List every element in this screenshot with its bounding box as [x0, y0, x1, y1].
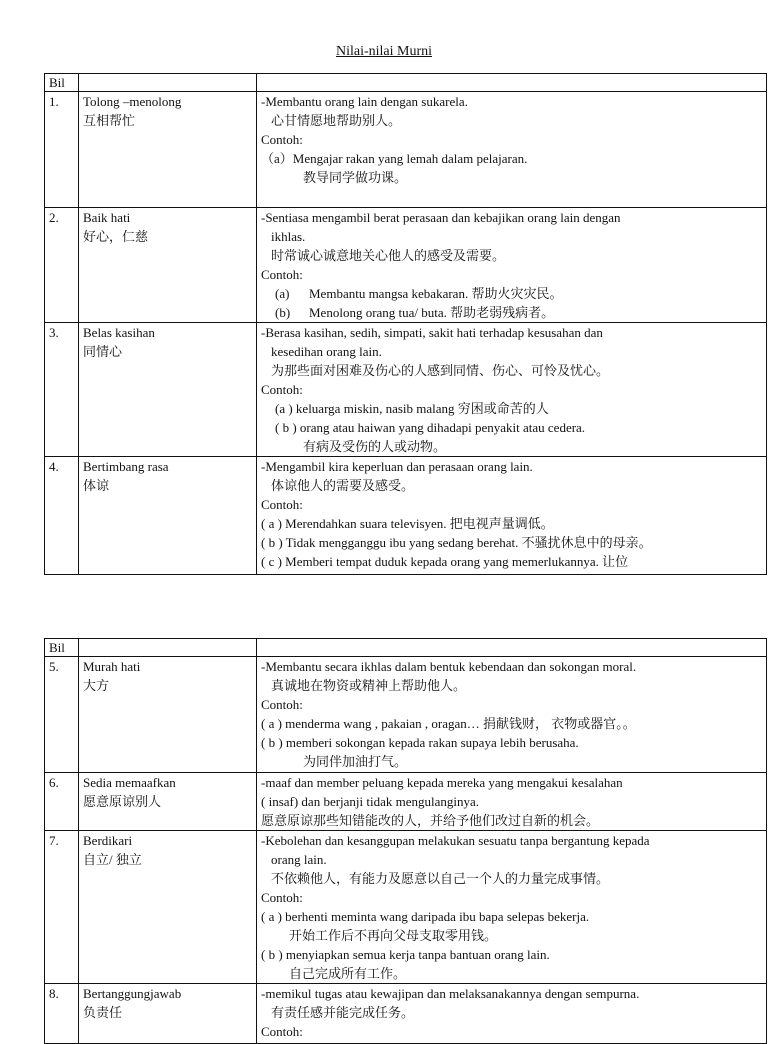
- description-line: -maaf dan member peluang kepada mereka yang mengakui kesalahan: [261, 775, 623, 790]
- description-line: kesedihan orang lain.: [271, 344, 382, 359]
- example-line: 自己完成所有工作。: [289, 966, 407, 981]
- example-label: (a): [275, 286, 290, 301]
- row-number: 6.: [45, 773, 79, 831]
- table-header-row: [45, 639, 767, 657]
- value-name-cell: [79, 323, 257, 457]
- values-table-2: [44, 638, 767, 1044]
- table-row: [45, 984, 767, 1044]
- description-line: Contoh:: [261, 497, 303, 512]
- description-line: ikhlas.: [271, 229, 306, 244]
- row-number: 1.: [45, 92, 79, 208]
- table-row: [45, 92, 767, 208]
- description-line: -memikul tugas atau kewajipan dan melaksanakannya dengan sempurna.: [261, 986, 640, 1001]
- header-description: [257, 74, 767, 92]
- example-line: ( c ) Memberi tempat duduk kepada orang yang memerlukannya. 让位: [261, 554, 629, 569]
- value-name-chinese: 自立/ 独立: [83, 852, 142, 867]
- value-name-chinese: 互相帮忙: [83, 113, 136, 128]
- value-name-cell: [79, 208, 257, 323]
- table-row: [45, 208, 767, 323]
- table-header-row: [45, 74, 767, 92]
- description-line: Contoh:: [261, 382, 303, 397]
- description-cell: [257, 831, 767, 984]
- document-title: Nilai-nilai Murni: [335, 44, 433, 59]
- row-number: 2.: [45, 208, 79, 323]
- description-line: Contoh:: [261, 132, 303, 147]
- example-line: [261, 284, 762, 303]
- example-line: 教导同学做功课。: [303, 170, 408, 185]
- example-line: ( a ) menderma wang , pakaian , oragan… 捐献钱财， 衣物或器官。。: [261, 716, 636, 731]
- description-line: 真诚地在物资或精神上帮助他人。: [271, 678, 467, 693]
- description-cell: [257, 657, 767, 773]
- example-line: ( a ) berhenti meminta wang daripada ibu bapa selepas bekerja.: [261, 909, 590, 924]
- row-number: 8.: [45, 984, 79, 1044]
- table-row: [45, 457, 767, 575]
- value-name-malay: Berdikari: [83, 833, 133, 848]
- value-name-chinese: 好心，仁慈: [83, 229, 149, 244]
- example-line: (a ) keluarga miskin, nasib malang 穷困或命苦的人: [275, 401, 549, 416]
- value-name-cell: [79, 984, 257, 1044]
- description-line: 为那些面对困难及伤心的人感到同情、伤心、可怜及忧心。: [271, 363, 610, 378]
- table-row: [45, 323, 767, 457]
- example-label: (b): [275, 305, 291, 320]
- example-line: ( b ) memberi sokongan kepada rakan supaya lebih berusaha.: [261, 735, 579, 750]
- description-cell: [257, 773, 767, 831]
- description-cell: [257, 984, 767, 1044]
- table-row: [45, 773, 767, 831]
- value-name-malay: Baik hati: [83, 210, 131, 225]
- description-cell: [257, 323, 767, 457]
- description-line: 愿意原谅那些知错能改的人，并给予他们改过自新的机会。: [261, 813, 600, 828]
- header-bil: Bil: [45, 74, 79, 92]
- description-line: orang lain.: [271, 852, 327, 867]
- value-name-malay: Belas kasihan: [83, 325, 155, 340]
- example-line: Contoh:: [261, 1024, 303, 1039]
- example-line: （a）Mengajar rakan yang lemah dalam pelajaran.: [261, 151, 528, 166]
- value-name-cell: [79, 773, 257, 831]
- example-line: ( b ) menyiapkan semua kerja tanpa bantuan orang lain.: [261, 947, 550, 962]
- value-name-cell: [79, 831, 257, 984]
- description-line: 有责任感并能完成任务。: [271, 1005, 415, 1020]
- header-value: [79, 639, 257, 657]
- header-value: [79, 74, 257, 92]
- example-line: 开始工作后不再向父母支取零用钱。: [289, 928, 498, 943]
- value-name-malay: Bertanggungjawab: [83, 986, 182, 1001]
- value-name-malay: Murah hati: [83, 659, 141, 674]
- description-line: ( insaf) dan berjanji tidak mengulanginya.: [261, 794, 480, 809]
- description-line: -Membantu orang lain dengan sukarela.: [261, 94, 468, 109]
- description-line: 心甘情愿地帮助别人。: [271, 113, 402, 128]
- table-row: [45, 831, 767, 984]
- value-name-malay: Bertimbang rasa: [83, 459, 169, 474]
- example-line: 有病及受伤的人或动物。: [303, 439, 447, 454]
- description-line: -Sentiasa mengambil berat perasaan dan kebajikan orang lain dengan: [261, 210, 621, 225]
- description-cell: [257, 208, 767, 323]
- table-row: [45, 657, 767, 773]
- description-line: -Berasa kasihan, sedih, simpati, sakit hati terhadap kesusahan dan: [261, 325, 603, 340]
- row-number: 5.: [45, 657, 79, 773]
- value-name-chinese: 同情心: [83, 344, 123, 359]
- description-line: -Membantu secara ikhlas dalam bentuk kebendaan dan sokongan moral.: [261, 659, 637, 674]
- value-name-malay: Tolong –menolong: [83, 94, 182, 109]
- description-cell: [257, 92, 767, 208]
- row-number: 4.: [45, 457, 79, 575]
- value-name-chinese: 愿意原谅别人: [83, 794, 162, 809]
- example-line: ( b ) Tidak mengganggu ibu yang sedang berehat. 不骚扰休息中的母亲。: [261, 535, 652, 550]
- description-line: -Mengambil kira keperluan dan perasaan orang lain.: [261, 459, 533, 474]
- description-line: 不依赖他人，有能力及愿意以自己一个人的力量完成事情。: [271, 871, 610, 886]
- description-line: 体谅他人的需要及感受。: [271, 478, 415, 493]
- description-line: 时常诚心诚意地关心他人的感受及需要。: [271, 248, 506, 263]
- description-cell: [257, 457, 767, 575]
- values-table-1: [44, 73, 767, 575]
- example-text: Membantu mangsa kebakaran. 帮助火灾灾民。: [309, 286, 563, 301]
- value-name-chinese: 负责任: [83, 1005, 123, 1020]
- example-line: 为同伴加油打气。: [303, 754, 408, 769]
- description-line: Contoh:: [261, 697, 303, 712]
- value-name-chinese: 体谅: [83, 478, 110, 493]
- description-line: Contoh:: [261, 267, 303, 282]
- row-number: 3.: [45, 323, 79, 457]
- row-number: 7.: [45, 831, 79, 984]
- value-name-cell: [79, 92, 257, 208]
- example-line: ( b ) orang atau haiwan yang dihadapi penyakit atau cedera.: [275, 420, 586, 435]
- description-line: Contoh:: [261, 890, 303, 905]
- example-text: Menolong orang tua/ buta. 帮助老弱残病者。: [309, 305, 555, 320]
- value-name-chinese: 大方: [83, 678, 110, 693]
- description-line: -Kebolehan dan kesanggupan melakukan sesuatu tanpa bergantung kepada: [261, 833, 650, 848]
- example-line: [261, 303, 762, 322]
- value-name-malay: Sedia memaafkan: [83, 775, 176, 790]
- example-line: ( a ) Merendahkan suara televisyen. 把电视声量调低。: [261, 516, 554, 531]
- header-bil: Bil: [45, 639, 79, 657]
- header-description: [257, 639, 767, 657]
- value-name-cell: [79, 457, 257, 575]
- value-name-cell: [79, 657, 257, 773]
